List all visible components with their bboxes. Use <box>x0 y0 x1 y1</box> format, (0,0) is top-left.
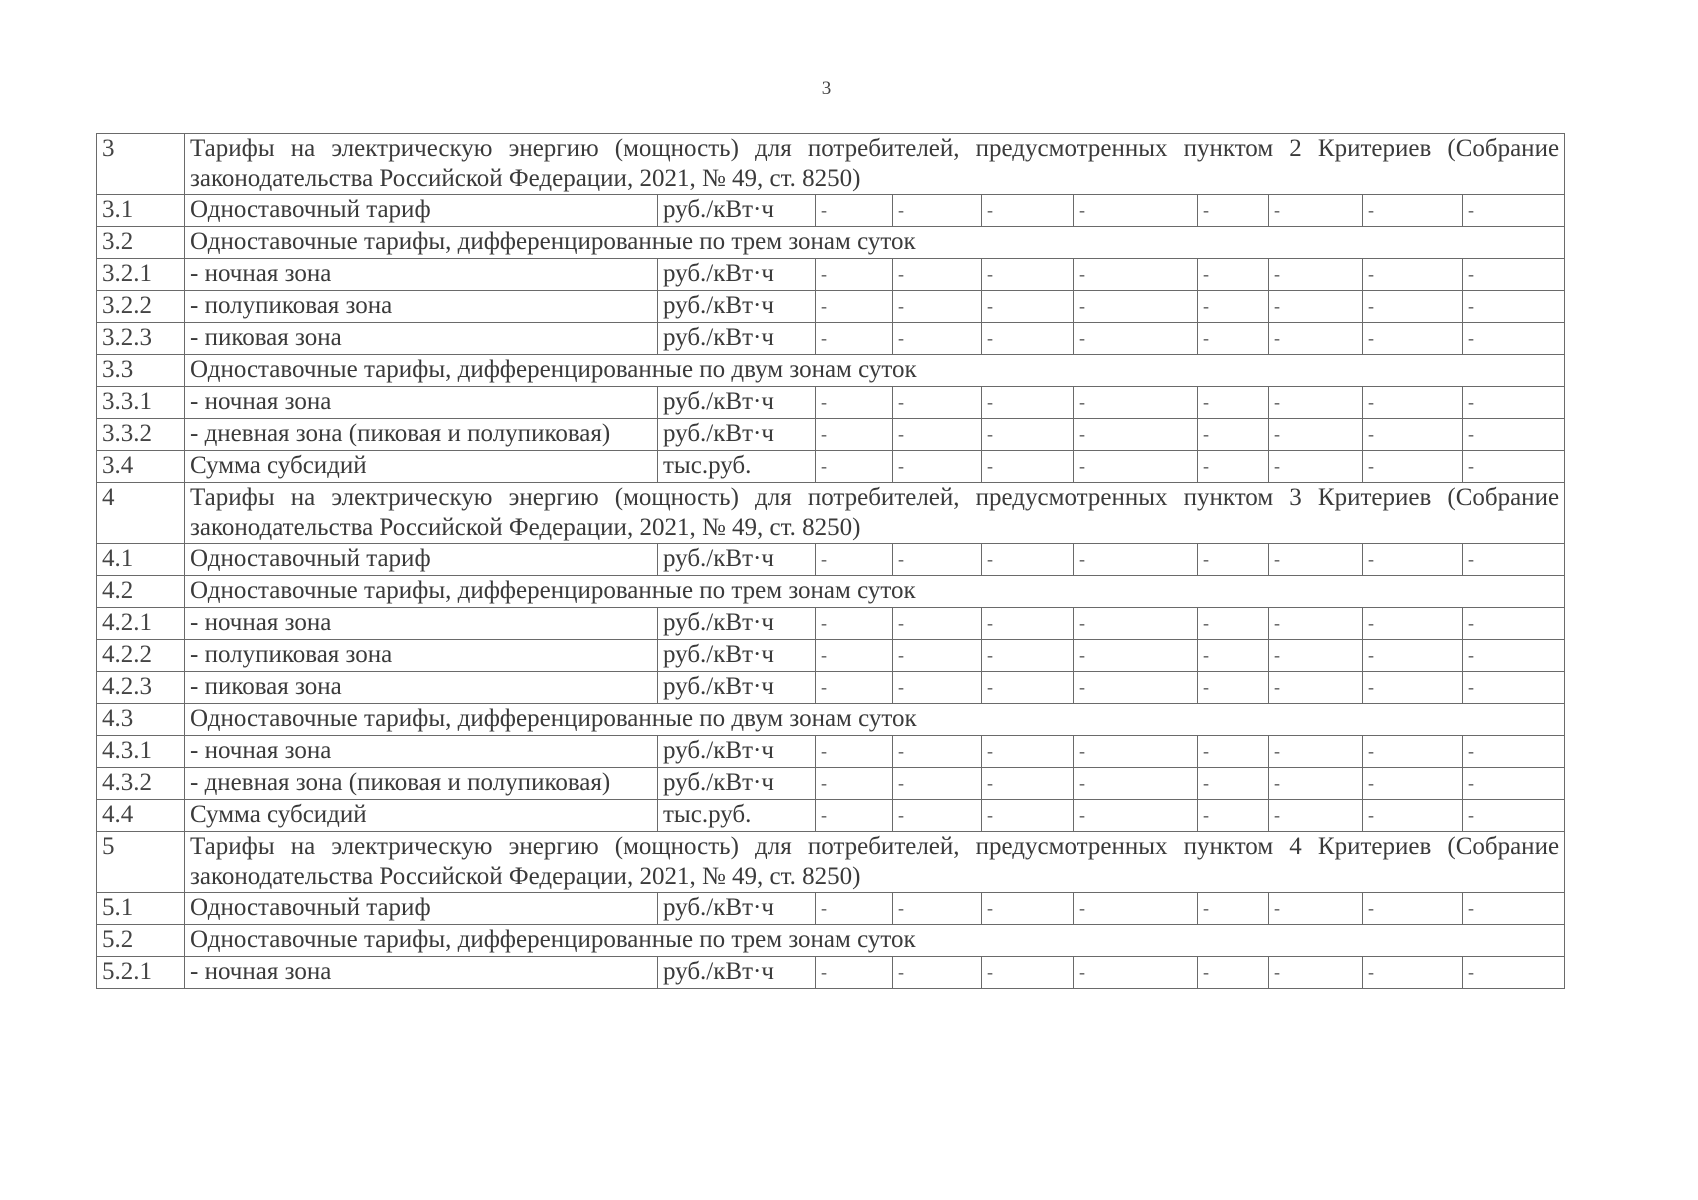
value-cell: - <box>1463 893 1565 925</box>
row-label: - ночная зона <box>185 736 658 768</box>
value-cell: - <box>1074 893 1198 925</box>
value-cell: - <box>1198 323 1269 355</box>
value-cell: - <box>1074 957 1198 989</box>
unit-cell: руб./кВт·ч <box>658 323 816 355</box>
value-cell: - <box>816 291 893 323</box>
group-heading: Одноставочные тарифы, дифференцированные по трем зонам суток <box>185 925 1565 957</box>
table-row <box>97 544 1565 576</box>
value-cell: - <box>1198 419 1269 451</box>
row-number: 4.1 <box>97 544 185 576</box>
table-row <box>97 832 1565 893</box>
value-cell: - <box>982 195 1074 227</box>
table-row <box>97 608 1565 640</box>
row-number: 3.2.3 <box>97 323 185 355</box>
value-cell: - <box>1198 291 1269 323</box>
table-row <box>97 227 1565 259</box>
value-cell: - <box>982 323 1074 355</box>
tariff-table <box>96 133 1565 989</box>
value-cell: - <box>1269 672 1363 704</box>
value-cell: - <box>1269 323 1363 355</box>
unit-cell: руб./кВт·ч <box>658 893 816 925</box>
value-cell: - <box>982 451 1074 483</box>
value-cell: - <box>1363 800 1463 832</box>
row-number: 3.4 <box>97 451 185 483</box>
row-label: Одноставочный тариф <box>185 544 658 576</box>
row-label: - полупиковая зона <box>185 291 658 323</box>
value-cell: - <box>982 672 1074 704</box>
row-label: - дневная зона (пиковая и полупиковая) <box>185 768 658 800</box>
value-cell: - <box>1074 544 1198 576</box>
row-number: 4.2.2 <box>97 640 185 672</box>
value-cell: - <box>982 544 1074 576</box>
row-number: 4.2 <box>97 576 185 608</box>
value-cell: - <box>1074 291 1198 323</box>
value-cell: - <box>982 957 1074 989</box>
value-cell: - <box>1463 957 1565 989</box>
value-cell: - <box>893 957 982 989</box>
table-row <box>97 957 1565 989</box>
row-number: 3.2.2 <box>97 291 185 323</box>
row-number: 3.2 <box>97 227 185 259</box>
value-cell: - <box>982 608 1074 640</box>
value-cell: - <box>816 323 893 355</box>
value-cell: - <box>1198 387 1269 419</box>
value-cell: - <box>1269 640 1363 672</box>
value-cell: - <box>816 893 893 925</box>
value-cell: - <box>893 259 982 291</box>
unit-cell: руб./кВт·ч <box>658 419 816 451</box>
value-cell: - <box>1074 672 1198 704</box>
section-heading: Тарифы на электрическую энергию (мощность) для потребителей, предусмотренных пунктом 2 Критериев (Собрание законодательства Российской Федерации, 2021, № 49, ст. 8250) <box>185 134 1565 195</box>
value-cell: - <box>893 608 982 640</box>
unit-cell: руб./кВт·ч <box>658 544 816 576</box>
table-row <box>97 736 1565 768</box>
value-cell: - <box>982 800 1074 832</box>
value-cell: - <box>982 419 1074 451</box>
table-row <box>97 355 1565 387</box>
value-cell: - <box>1198 608 1269 640</box>
row-label: - ночная зона <box>185 608 658 640</box>
value-cell: - <box>893 451 982 483</box>
value-cell: - <box>893 544 982 576</box>
value-cell: - <box>893 640 982 672</box>
value-cell: - <box>1363 768 1463 800</box>
value-cell: - <box>1198 259 1269 291</box>
value-cell: - <box>816 195 893 227</box>
value-cell: - <box>1463 768 1565 800</box>
group-heading: Одноставочные тарифы, дифференцированные по двум зонам суток <box>185 704 1565 736</box>
unit-cell: руб./кВт·ч <box>658 387 816 419</box>
value-cell: - <box>893 672 982 704</box>
table-row <box>97 893 1565 925</box>
unit-cell: руб./кВт·ч <box>658 957 816 989</box>
row-label: - ночная зона <box>185 957 658 989</box>
value-cell: - <box>1269 259 1363 291</box>
row-label: - пиковая зона <box>185 323 658 355</box>
row-number: 3 <box>97 134 185 195</box>
value-cell: - <box>1074 259 1198 291</box>
value-cell: - <box>1363 544 1463 576</box>
value-cell: - <box>1074 736 1198 768</box>
table-row <box>97 768 1565 800</box>
value-cell: - <box>1198 640 1269 672</box>
value-cell: - <box>982 893 1074 925</box>
table-row <box>97 483 1565 544</box>
row-number: 3.3.1 <box>97 387 185 419</box>
row-label: Сумма субсидий <box>185 451 658 483</box>
row-label: Одноставочный тариф <box>185 195 658 227</box>
unit-cell: тыс.руб. <box>658 800 816 832</box>
value-cell: - <box>1463 736 1565 768</box>
unit-cell: руб./кВт·ч <box>658 736 816 768</box>
value-cell: - <box>893 387 982 419</box>
value-cell: - <box>1074 451 1198 483</box>
value-cell: - <box>1198 544 1269 576</box>
value-cell: - <box>1269 387 1363 419</box>
value-cell: - <box>893 195 982 227</box>
value-cell: - <box>1363 640 1463 672</box>
unit-cell: руб./кВт·ч <box>658 608 816 640</box>
section-heading: Тарифы на электрическую энергию (мощность) для потребителей, предусмотренных пунктом 4 Критериев (Собрание законодательства Российской Федерации, 2021, № 49, ст. 8250) <box>185 832 1565 893</box>
row-number: 5.2 <box>97 925 185 957</box>
value-cell: - <box>1463 387 1565 419</box>
row-number: 3.2.1 <box>97 259 185 291</box>
value-cell: - <box>893 419 982 451</box>
value-cell: - <box>816 451 893 483</box>
row-label: - полупиковая зона <box>185 640 658 672</box>
value-cell: - <box>1198 195 1269 227</box>
value-cell: - <box>816 800 893 832</box>
value-cell: - <box>1363 387 1463 419</box>
row-label: Одноставочный тариф <box>185 893 658 925</box>
row-label: - ночная зона <box>185 387 658 419</box>
value-cell: - <box>1074 608 1198 640</box>
value-cell: - <box>816 957 893 989</box>
value-cell: - <box>1074 195 1198 227</box>
value-cell: - <box>1463 195 1565 227</box>
value-cell: - <box>1198 672 1269 704</box>
value-cell: - <box>1463 544 1565 576</box>
group-heading: Одноставочные тарифы, дифференцированные по трем зонам суток <box>185 576 1565 608</box>
value-cell: - <box>1463 291 1565 323</box>
value-cell: - <box>816 259 893 291</box>
table-row <box>97 800 1565 832</box>
value-cell: - <box>1269 419 1363 451</box>
row-number: 5.1 <box>97 893 185 925</box>
unit-cell: руб./кВт·ч <box>658 291 816 323</box>
table-row <box>97 259 1565 291</box>
value-cell: - <box>1269 893 1363 925</box>
value-cell: - <box>1269 544 1363 576</box>
table-row <box>97 387 1565 419</box>
value-cell: - <box>1269 768 1363 800</box>
value-cell: - <box>1363 608 1463 640</box>
value-cell: - <box>893 768 982 800</box>
value-cell: - <box>893 323 982 355</box>
row-number: 4.3 <box>97 704 185 736</box>
value-cell: - <box>816 608 893 640</box>
unit-cell: руб./кВт·ч <box>658 768 816 800</box>
value-cell: - <box>1269 291 1363 323</box>
value-cell: - <box>816 387 893 419</box>
value-cell: - <box>1198 736 1269 768</box>
value-cell: - <box>1363 291 1463 323</box>
row-number: 5.2.1 <box>97 957 185 989</box>
value-cell: - <box>1198 451 1269 483</box>
value-cell: - <box>1363 451 1463 483</box>
table-row <box>97 323 1565 355</box>
row-number: 3.3 <box>97 355 185 387</box>
table-row <box>97 704 1565 736</box>
table-row <box>97 640 1565 672</box>
value-cell: - <box>1463 672 1565 704</box>
unit-cell: руб./кВт·ч <box>658 672 816 704</box>
row-number: 4 <box>97 483 185 544</box>
value-cell: - <box>1074 800 1198 832</box>
table-row <box>97 134 1565 195</box>
row-number: 4.2.1 <box>97 608 185 640</box>
value-cell: - <box>1198 800 1269 832</box>
value-cell: - <box>816 672 893 704</box>
value-cell: - <box>1463 419 1565 451</box>
value-cell: - <box>816 419 893 451</box>
value-cell: - <box>1463 608 1565 640</box>
value-cell: - <box>816 640 893 672</box>
value-cell: - <box>1463 640 1565 672</box>
value-cell: - <box>982 736 1074 768</box>
value-cell: - <box>1363 195 1463 227</box>
table-row <box>97 576 1565 608</box>
row-label: - пиковая зона <box>185 672 658 704</box>
value-cell: - <box>1198 768 1269 800</box>
value-cell: - <box>1269 957 1363 989</box>
value-cell: - <box>982 259 1074 291</box>
row-number: 4.4 <box>97 800 185 832</box>
unit-cell: руб./кВт·ч <box>658 259 816 291</box>
value-cell: - <box>982 387 1074 419</box>
value-cell: - <box>1198 893 1269 925</box>
row-number: 4.2.3 <box>97 672 185 704</box>
value-cell: - <box>982 640 1074 672</box>
value-cell: - <box>1074 387 1198 419</box>
row-label: - дневная зона (пиковая и полупиковая) <box>185 419 658 451</box>
row-number: 4.3.2 <box>97 768 185 800</box>
table-row <box>97 419 1565 451</box>
value-cell: - <box>1269 195 1363 227</box>
value-cell: - <box>816 736 893 768</box>
value-cell: - <box>982 768 1074 800</box>
table-row <box>97 925 1565 957</box>
value-cell: - <box>1269 736 1363 768</box>
value-cell: - <box>1463 451 1565 483</box>
value-cell: - <box>1363 736 1463 768</box>
value-cell: - <box>1074 419 1198 451</box>
value-cell: - <box>1363 419 1463 451</box>
row-number: 4.3.1 <box>97 736 185 768</box>
value-cell: - <box>1074 640 1198 672</box>
value-cell: - <box>1363 957 1463 989</box>
value-cell: - <box>893 800 982 832</box>
group-heading: Одноставочные тарифы, дифференцированные по двум зонам суток <box>185 355 1565 387</box>
group-heading: Одноставочные тарифы, дифференцированные по трем зонам суток <box>185 227 1565 259</box>
value-cell: - <box>893 291 982 323</box>
row-number: 3.1 <box>97 195 185 227</box>
row-label: - ночная зона <box>185 259 658 291</box>
value-cell: - <box>1074 323 1198 355</box>
row-number: 5 <box>97 832 185 893</box>
value-cell: - <box>1074 768 1198 800</box>
value-cell: - <box>1363 893 1463 925</box>
value-cell: - <box>816 544 893 576</box>
value-cell: - <box>1463 800 1565 832</box>
table-body <box>97 134 1565 989</box>
value-cell: - <box>1363 323 1463 355</box>
section-heading: Тарифы на электрическую энергию (мощность) для потребителей, предусмотренных пунктом 3 Критериев (Собрание законодательства Российской Федерации, 2021, № 49, ст. 8250) <box>185 483 1565 544</box>
row-label: Сумма субсидий <box>185 800 658 832</box>
value-cell: - <box>1363 259 1463 291</box>
value-cell: - <box>1463 323 1565 355</box>
value-cell: - <box>1269 451 1363 483</box>
table-row <box>97 451 1565 483</box>
unit-cell: руб./кВт·ч <box>658 640 816 672</box>
value-cell: - <box>1198 957 1269 989</box>
value-cell: - <box>982 291 1074 323</box>
row-number: 3.3.2 <box>97 419 185 451</box>
table-row <box>97 291 1565 323</box>
value-cell: - <box>1363 672 1463 704</box>
value-cell: - <box>1463 259 1565 291</box>
table-row <box>97 195 1565 227</box>
value-cell: - <box>893 736 982 768</box>
value-cell: - <box>1269 800 1363 832</box>
value-cell: - <box>816 768 893 800</box>
table-row <box>97 672 1565 704</box>
unit-cell: руб./кВт·ч <box>658 195 816 227</box>
page-number: 3 <box>821 78 832 99</box>
value-cell: - <box>1269 608 1363 640</box>
unit-cell: тыс.руб. <box>658 451 816 483</box>
value-cell: - <box>893 893 982 925</box>
